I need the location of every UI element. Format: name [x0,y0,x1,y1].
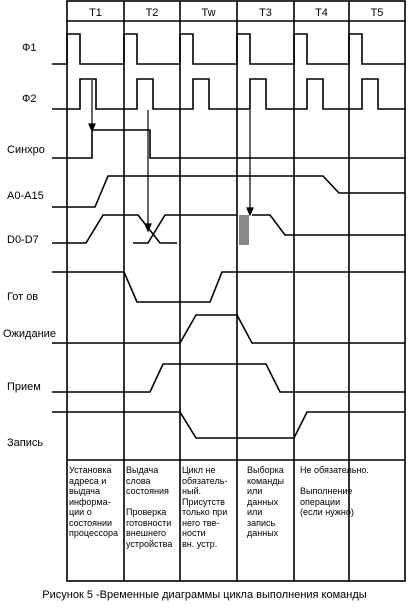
period-t5: T5 [370,7,384,19]
period-t3: T3 [259,7,272,19]
note-t2: Выдача слова состояния Проверка готовности внешнего устройства [126,465,173,549]
phi1-waveform [52,34,405,64]
wait-waveform [52,315,405,343]
data-bus-level [52,215,177,243]
period-t4: T4 [315,7,328,19]
address-bus-low [52,176,405,207]
period-t1: T1 [89,7,102,19]
signal-label-phi2: Ф2 [22,93,37,105]
write-waveform [52,412,405,438]
ready-waveform [52,272,405,302]
signal-label-sync: Синхро [7,144,45,156]
note-t1: Установка адреса и выдача информа- ции о состоянии процессора [69,465,119,538]
note-t3: Выборка команды или данных или запись данных [247,465,284,538]
arrow-phi2-to-sample-head [247,208,253,215]
sync-waveform [52,130,405,158]
phi2-waveform [52,79,405,109]
signal-label-data: D0-D7 [7,234,39,246]
signal-label-ready: Гот ов [7,291,39,303]
period-tw: Tw [201,7,216,19]
note-tw: Цикл не обязатель- ный. Присутств только при него тве- ности вн. устр. [182,465,228,549]
note-t4: Не обязательно. Выполнение операции (если нужно) [300,465,369,517]
data-bus-tail [252,215,405,235]
signal-label-wait: Ожидание [3,328,56,340]
signal-label-write: Запись [7,437,44,449]
read-waveform [52,364,405,392]
data-sample-window [239,215,249,245]
signal-label-phi1: Ф1 [22,42,37,54]
period-t2: T2 [145,7,159,19]
figure-caption: Рисунок 5 -Временные диаграммы цикла выполнения команды [42,589,367,601]
signal-label-address: A0-A15 [7,190,44,202]
signal-label-read: Прием [7,381,41,393]
